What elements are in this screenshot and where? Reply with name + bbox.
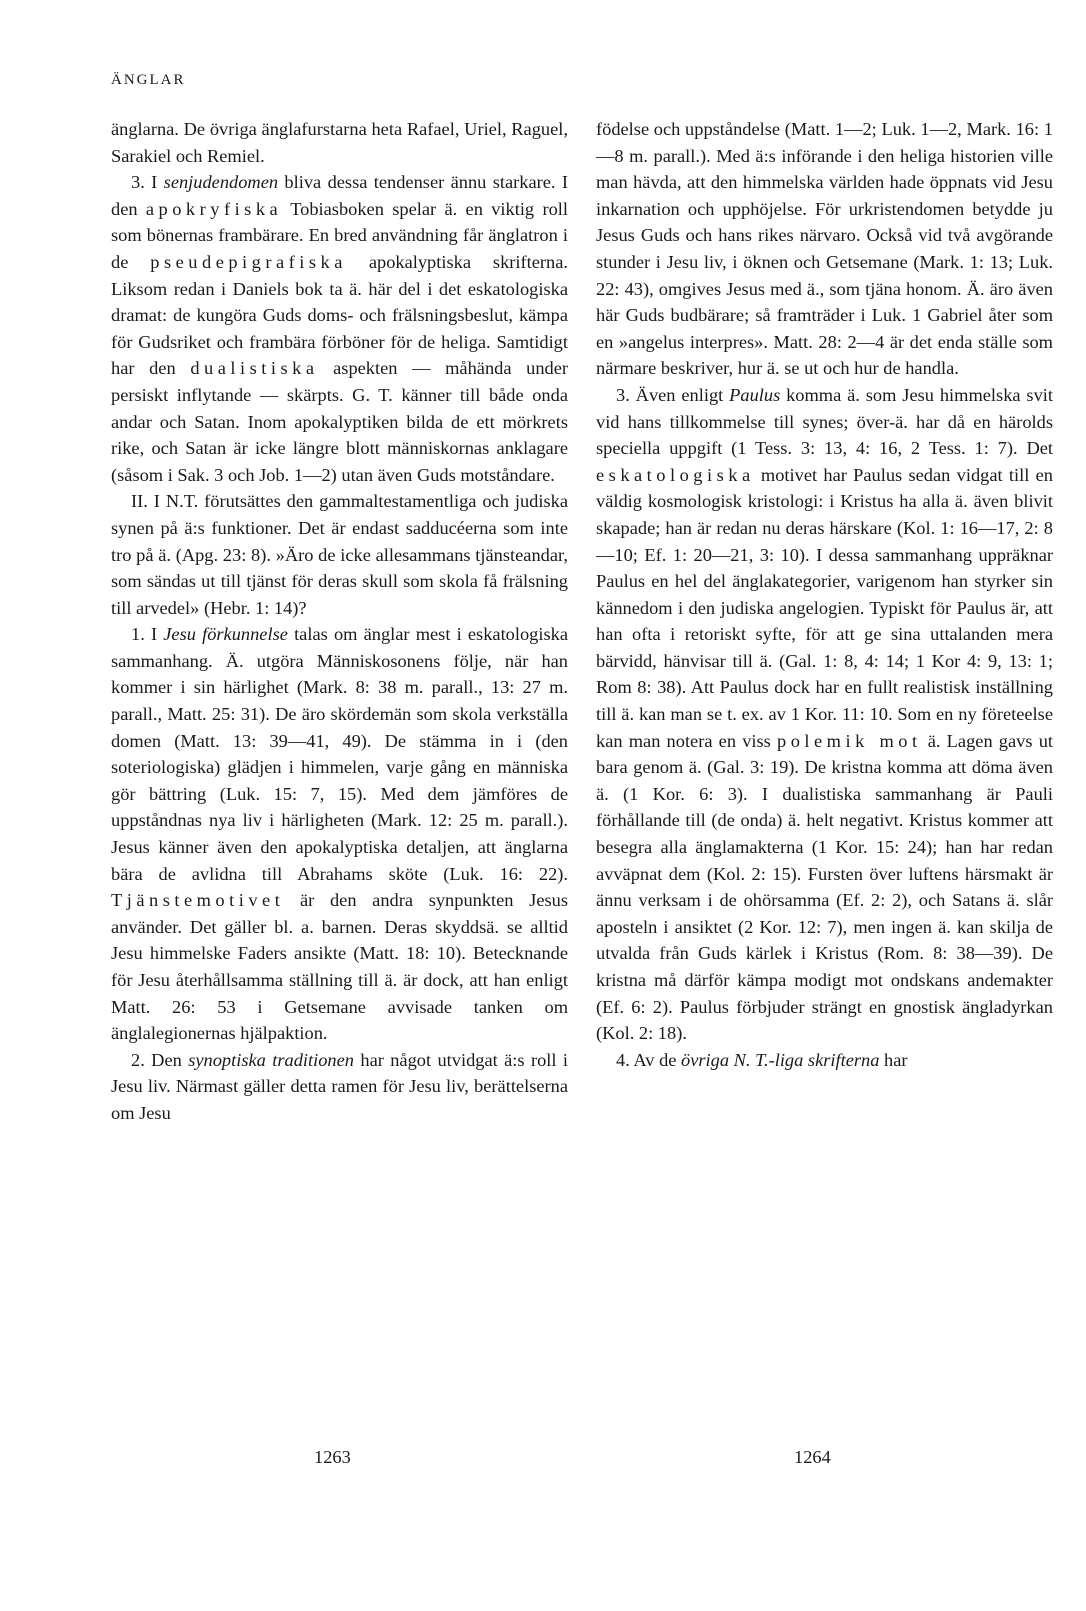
text-run: är den andra synpunkten Jesus använder. Det gäller bl. a. barnen. Deras skyddsä. se alltid Jesu himmelske Faders ansikte (Matt. 18: 10). Betecknande för Jesu återhållsamma ställning till ä. är dock, att han enligt Matt. 26: 53 i Getsemane avvisade tanken om änglalegionernas hjälpaktion. bbox=[111, 890, 568, 1044]
text-run: har något utvidgat ä:s roll i Jesu liv. Närmast gäller detta ramen för Jesu liv, berättelserna om Jesu bbox=[111, 1049, 568, 1123]
text-run: 1. I bbox=[131, 624, 164, 645]
text-run: 2. Den bbox=[131, 1049, 189, 1070]
italic-term: övriga N. T.-liga skrifterna bbox=[681, 1049, 880, 1070]
paragraph bbox=[111, 169, 568, 488]
text-run: 3. I bbox=[131, 172, 164, 193]
text-run: II. I N.T. förutsättes den gammaltestamentliga och judiska synen på ä:s funktioner. Det är endast sadducéerna som inte tro på ä. (Apg. 23: 8). »Äro de icke allesammans tjänsteandar, som sändas ut till tjänst för deras skull som skola få frälsning till arvedel» (Hebr. 1: 14)? bbox=[111, 491, 568, 618]
paragraph bbox=[596, 1047, 1053, 1074]
text-run: talas om änglar mest i eskatologiska sammanhang. Ä. utgöra Människosonens följe, när han kommer i sin härlighet (Mark. 8: 38 m. parall., 13: 27 m. parall., Matt. 25: 31). De äro skördemän som skola verkställa domen (Matt. 13: 39—41, 49). De stämma in i (den soteriologiska) glädjen i himmelen, varje gång en människa gör bättring (Luk. 15: 7, 15). Med dem jämföres de uppståndnas nya liv i härligheten (Mark. 12: 25 m. parall.). Jesus känner även den apokalyptiska detaljen, att änglarna bära de avlidna till Abrahams sköte (Luk. 16: 22). bbox=[111, 624, 568, 884]
text-run: har bbox=[879, 1049, 908, 1070]
italic-term: senjudendomen bbox=[163, 172, 279, 193]
text-run: bliva dessa tendenser ännu starkare. I den bbox=[111, 172, 568, 219]
page-number-left: 1263 bbox=[314, 1447, 351, 1467]
paragraph bbox=[111, 1047, 568, 1127]
text-run: motivet har Paulus sedan vidgat till en väldig kosmologisk kristologi: i Kristus ha alla ä. även blivit skapade; han är redan nu deras härskare (Kol. 1: 16—17, 2: 8—10; Ef. 1: 20—21, 3: 10). I dessa sammanhang uppräknar Paulus en hel del änglakategorier, varigenom han styrker sin kännedom i den judiska angelogien. Typiskt för Paulus är, att han ofta i retoriskt syfte, för att ge sina uttalanden mera bärvidd, hänvisar till ä. (Gal. 1: 8, 4: 14; 1 Kor 4: 9, 13: 1; Rom 8: 38). Att Paulus dock har en fullt realistisk inställning till ä. kan man se t. ex. av 1 Kor. 11: 10. Som en ny företeelse kan man notera en viss bbox=[596, 464, 1053, 751]
text-run: Tobiasboken spelar ä. en viktig roll som bönernas frambärare. En bred användning får änglatron i de bbox=[111, 198, 568, 272]
text-run: aspekten — måhända under persiskt inflytande — skärpts. G. T. känner till både onda andar och Satan. Inom apokalyptiken bilda de ett mörkrets rike, och Satan är icke längre blott människornas anklagare (såsom i Sak. 3 och Job. 1—2) utan även Guds motståndare. bbox=[111, 358, 569, 485]
text-run: apokalyptiska skrifterna. Liksom redan i Daniels bok ta ä. här del i det eskatologiska dramat: de kungöra Guds doms- och frälsningsbeslut, kämpa för Gudsriket och frambära förböner för de heliga. Samtidigt har den bbox=[111, 251, 568, 379]
spaced-term: dualistiska bbox=[190, 358, 319, 379]
right-column bbox=[596, 116, 1053, 1073]
italic-term: Paulus bbox=[729, 384, 781, 405]
spaced-term: pseudepigrafiska bbox=[150, 251, 347, 272]
italic-term: synoptiska traditionen bbox=[188, 1049, 354, 1070]
page-number-right: 1264 bbox=[794, 1447, 831, 1467]
text-run: ä. Lagen gavs ut bara genom ä. (Gal. 3: 19). De kristna komma att döma även ä. (1 Kor. 6: 3). I dualistiska sammanhang är Pauli förhållande till (de onda) ä. helt negativt. Kristus kommer att besegra alla änglamakterna (1 Kor. 15: 24); han har redan avväpnat dem (Kol. 2: 15). Fursten över luftens härsmakt är ännu verksam i de ohörsamma (Ef. 2: 2), och Satans ä. slår aposteln i ansiktet (2 Kor. 12: 7), men ingen ä. kan skilja de utvalda från Guds kärlek i Kristus (Rom. 8: 38—39). De kristna må därför kämpa modigt mot ondskans andemakter (Ef. 6: 2). Paulus förbjuder strängt en gnostisk ängladyrkan (Kol. 2: 18). bbox=[596, 730, 1053, 1044]
paragraph bbox=[111, 621, 568, 1047]
text-run: komma ä. som Jesu himmelska svit vid hans tillkommelse till synes; över-ä. har då en härolds speciella uppgift (1 Tess. 3: 13, 4: 16, 2 Tess. 1: 7). Det bbox=[596, 384, 1053, 459]
spaced-term: polemik mot bbox=[777, 730, 922, 751]
paragraph bbox=[111, 488, 568, 621]
spaced-term: apokryfiska bbox=[145, 198, 283, 219]
text-run: 3. Även enligt bbox=[616, 384, 730, 405]
text-run: födelse och uppståndelse (Matt. 1—2; Luk. 1—2, Mark. 16: 1—8 m. parall.). Med ä:s införande i den heliga historien ville man hävda, att den himmelska världen hade öppnats vid Jesu inkarnation och upphöjelse. För urkristendomen betydde ju Jesus Guds och hans rikes närvaro. Också vid två avgörande stunder i Jesu liv, i öknen och Getsemane (Mark. 1: 13; Luk. 22: 43), omgives Jesus med ä., som tjäna honom. Ä. äro även här Guds budbärare; så framträder i Luk. 1 Gabriel åter som en »angelus interpres». Matt. 28: 2—4 är det enda ställe som närmare beskriver, hur ä. se ut och hur de handla. bbox=[596, 119, 1053, 379]
spaced-term: eskatologiska bbox=[596, 464, 755, 485]
text-run: 4. Av de bbox=[616, 1049, 682, 1070]
running-header: ÄNGLAR bbox=[111, 72, 186, 88]
left-column bbox=[111, 116, 568, 1127]
text-run: änglarna. De övriga änglafurstarna heta Rafael, Uriel, Raguel, Sarakiel och Remiel. bbox=[111, 119, 568, 166]
italic-term: Jesu förkunnelse bbox=[163, 624, 288, 645]
paragraph bbox=[596, 382, 1053, 1047]
spaced-term: Tjänstemotivet bbox=[111, 890, 285, 911]
paragraph bbox=[596, 116, 1053, 382]
paragraph bbox=[111, 116, 568, 169]
